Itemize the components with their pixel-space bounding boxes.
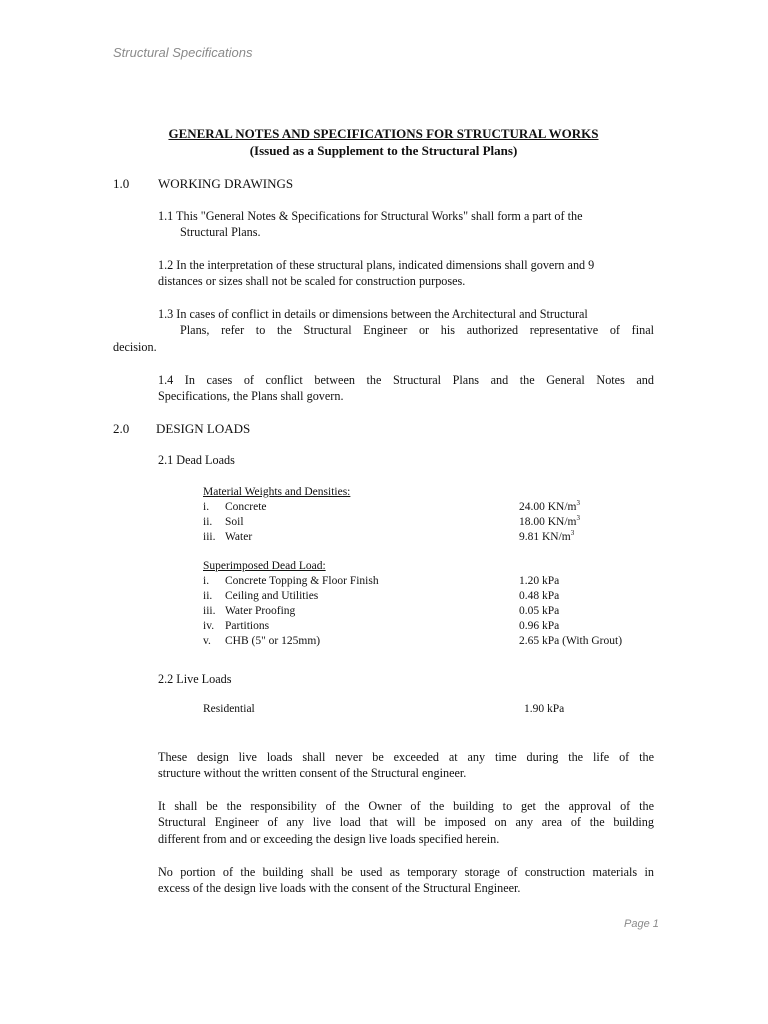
paragraph-line: 1.3 In cases of conflict in details or dimensions between the Architectural and Structural bbox=[158, 307, 588, 321]
paragraph-line: structure without the written consent of the Structural engineer. bbox=[158, 766, 467, 781]
paragraph-line: excess of the design live loads with the consent of the Structural Engineer. bbox=[158, 881, 521, 896]
paragraph-line: Plans, refer to the Structural Engineer or his authorized representative of final bbox=[180, 323, 654, 338]
row-number: i. bbox=[203, 575, 210, 587]
section-title: DESIGN LOADS bbox=[156, 421, 251, 436]
row-value: 9.81 $KN/m^3$ bbox=[519, 529, 575, 543]
paragraph-line: Specifications, the Plans shall govern. bbox=[158, 389, 344, 404]
row-number: iv. bbox=[203, 620, 215, 632]
row-description: Partitions bbox=[225, 620, 270, 632]
superimposed-heading: Superimposed Dead Load: bbox=[203, 560, 326, 572]
paragraph-1-1 bbox=[158, 208, 654, 241]
section-number: 1.0 bbox=[113, 176, 130, 191]
document-subtitle: (Issued as a Supplement to the Structural Plans) bbox=[249, 143, 518, 158]
paragraph-line: 1.4 In cases of conflict between the Structural Plans and the General Notes and bbox=[158, 373, 654, 387]
row-description: Soil bbox=[225, 516, 244, 528]
paragraph-1-3 bbox=[113, 306, 654, 355]
row-value: 2.65 kPa (With Grout) bbox=[519, 635, 623, 647]
row-number: v. bbox=[203, 635, 211, 647]
section-number: 2.0 bbox=[113, 421, 130, 436]
row-number: iii. bbox=[203, 531, 216, 543]
row-value: 0.48 kPa bbox=[519, 590, 560, 602]
paragraph-line: distances or sizes shall not be scaled for construction purposes. bbox=[158, 274, 466, 289]
row-description: Concrete Topping & Floor Finish bbox=[225, 575, 379, 587]
dead-loads-heading: 2.1 Dead Loads bbox=[158, 453, 235, 467]
row-number: iii. bbox=[203, 605, 216, 617]
row-description: Concrete bbox=[225, 501, 267, 513]
paragraph-live-3 bbox=[158, 864, 654, 897]
row-value: 1.20 kPa bbox=[519, 575, 560, 587]
row-number: ii. bbox=[203, 516, 213, 528]
paragraph-1-2 bbox=[158, 257, 654, 290]
row-number: i. bbox=[203, 501, 210, 513]
live-loads-heading: 2.2 Live Loads bbox=[158, 672, 232, 686]
page-number: Page 1 bbox=[624, 918, 659, 930]
row-value: 0.05 kPa bbox=[519, 605, 560, 617]
paragraph-line: It shall be the responsibility of the Owner of the building to get the approval of the bbox=[158, 799, 654, 813]
row-value: 24.00 $KN/m^3$ bbox=[519, 499, 580, 513]
materials-heading: Material Weights and Densities: bbox=[203, 486, 351, 498]
row-number: ii. bbox=[203, 590, 213, 602]
paragraph-line: different from and or exceeding the design live loads specified herein. bbox=[158, 831, 500, 846]
row-description: Ceiling and Utilities bbox=[225, 590, 319, 602]
row-description: CHB (5" or 125mm) bbox=[225, 635, 321, 647]
paragraph-live-2 bbox=[158, 798, 654, 847]
paragraph-line: These design live loads shall never be exceeded at any time during the life of the bbox=[158, 750, 654, 764]
paragraph-line: No portion of the building shall be used as temporary storage of construction materials in bbox=[158, 865, 654, 879]
row-description: Residential bbox=[203, 703, 255, 715]
section-title: WORKING DRAWINGS bbox=[158, 176, 294, 191]
row-description: Water Proofing bbox=[225, 605, 296, 617]
paragraph-live-1 bbox=[158, 749, 654, 782]
paragraph-1-4 bbox=[158, 372, 654, 405]
row-value: 1.90 kPa bbox=[524, 703, 565, 715]
row-value: 0.96 kPa bbox=[519, 620, 560, 632]
row-value: 18.00 $KN/m^3$ bbox=[519, 514, 580, 528]
paragraph-line: Structural Plans. bbox=[180, 225, 261, 240]
paragraph-line: decision. bbox=[113, 339, 157, 354]
paragraph-line: 1.2 In the interpretation of these structural plans, indicated dimensions shall govern and 9 bbox=[158, 258, 595, 272]
row-description: Water bbox=[225, 531, 253, 543]
running-header: Structural Specifications bbox=[113, 45, 253, 60]
paragraph-line: 1.1 This "General Notes & Specifications for Structural Works" shall form a part of the bbox=[158, 209, 583, 223]
paragraph-line: Structural Engineer of any live load that will be imposed on any area of the building bbox=[158, 815, 654, 830]
document-title: GENERAL NOTES AND SPECIFICATIONS FOR STRUCTURAL WORKS bbox=[168, 126, 599, 141]
